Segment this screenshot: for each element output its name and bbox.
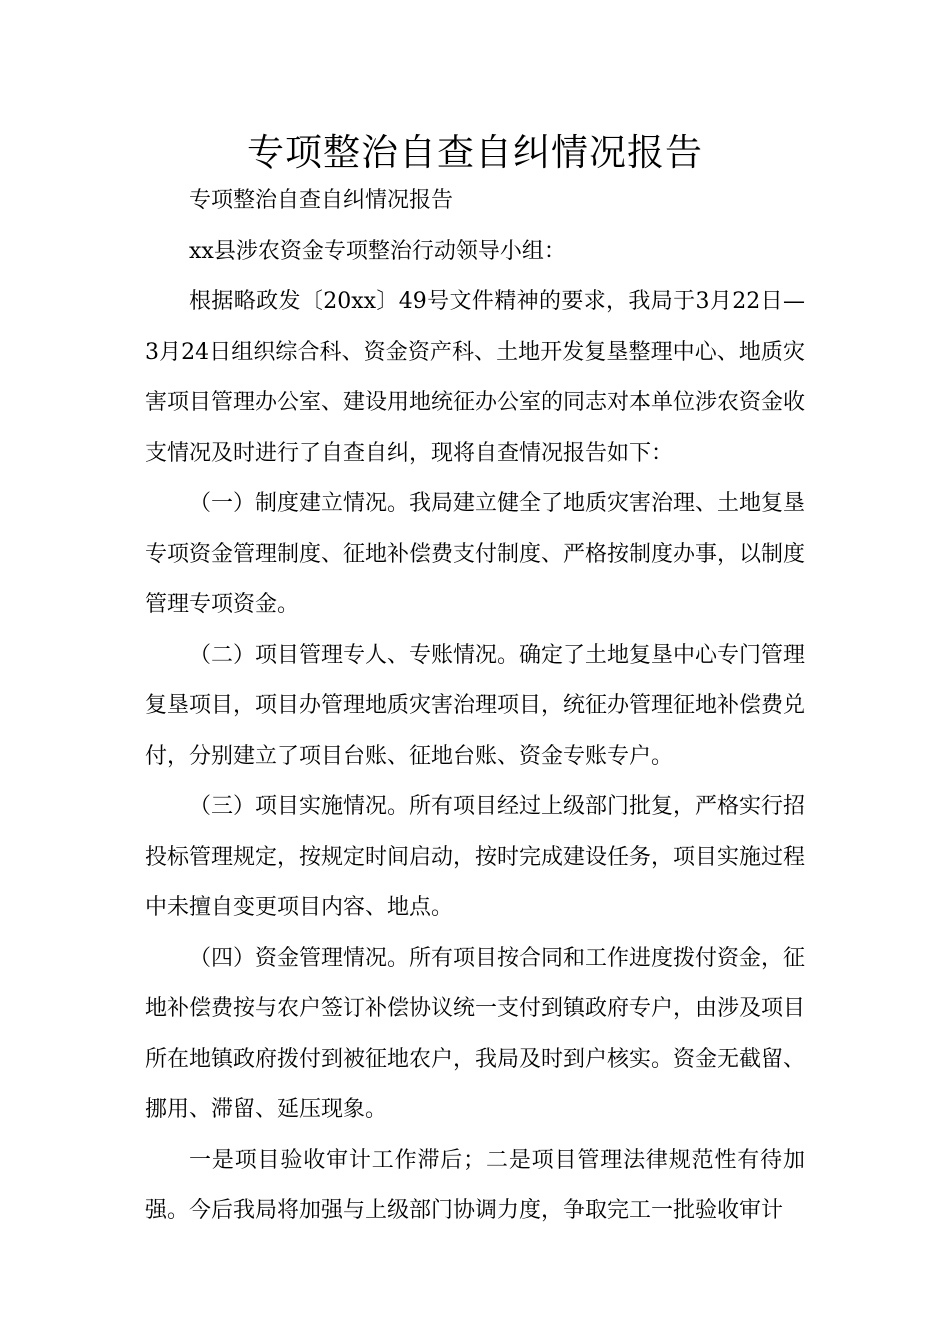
paragraph-addressee: xx县涉农资金专项整治行动领导小组： xyxy=(189,238,566,264)
paragraph-section-1: （一）制度建立情况。我局建立健全了地质灾害治理、土地复垦专项资金管理制度、征地补偿费支付制度、严格按制度办事，以制度管理专项资金。 xyxy=(145,491,806,617)
document-body xyxy=(145,176,805,1237)
paragraph-section-4: （四）资金管理情况。所有项目按合同和工作进度拨付资金，征地补偿费按与农户签订补偿协议统一支付到镇政府专户，由涉及项目所在地镇政府拨付到被征地农户，我局及时到户核实。资金无截留、挪用、滞留、延压现象。 xyxy=(145,945,806,1122)
paragraph-problems: 一是项目验收审计工作滞后；二是项目管理法律规范性有待加强。今后我局将加强与上级部门协调力度，争取完工一批验收审计 xyxy=(145,1147,805,1223)
document-title: 专项整治自查自纠情况报告 xyxy=(247,131,703,174)
paragraph-section-2: （二）项目管理专人、专账情况。确定了土地复垦中心专门管理复垦项目，项目办管理地质灾害治理项目，统征办管理征地补偿费兑付，分别建立了项目台账、征地台账、资金专账专户。 xyxy=(145,642,806,769)
paragraph-subtitle: 专项整治自查自纠情况报告 xyxy=(189,188,454,213)
paragraph-intro: 根据略政发〔20xx〕49号文件精神的要求，我局于3月22日—3月24日组织综合科、资金资产科、土地开发复垦整理中心、地质灾害项目管理办公室、建设用地统征办公室的同志对本单位涉农资金收支情况及时进行了自查自纠，现将自查情况报告如下： xyxy=(145,289,806,466)
paragraph-section-3: （三）项目实施情况。所有项目经过上级部门批复，严格实行招投标管理规定，按规定时间启动，按时完成建设任务，项目实施过程中未擅自变更项目内容、地点。 xyxy=(145,794,806,920)
